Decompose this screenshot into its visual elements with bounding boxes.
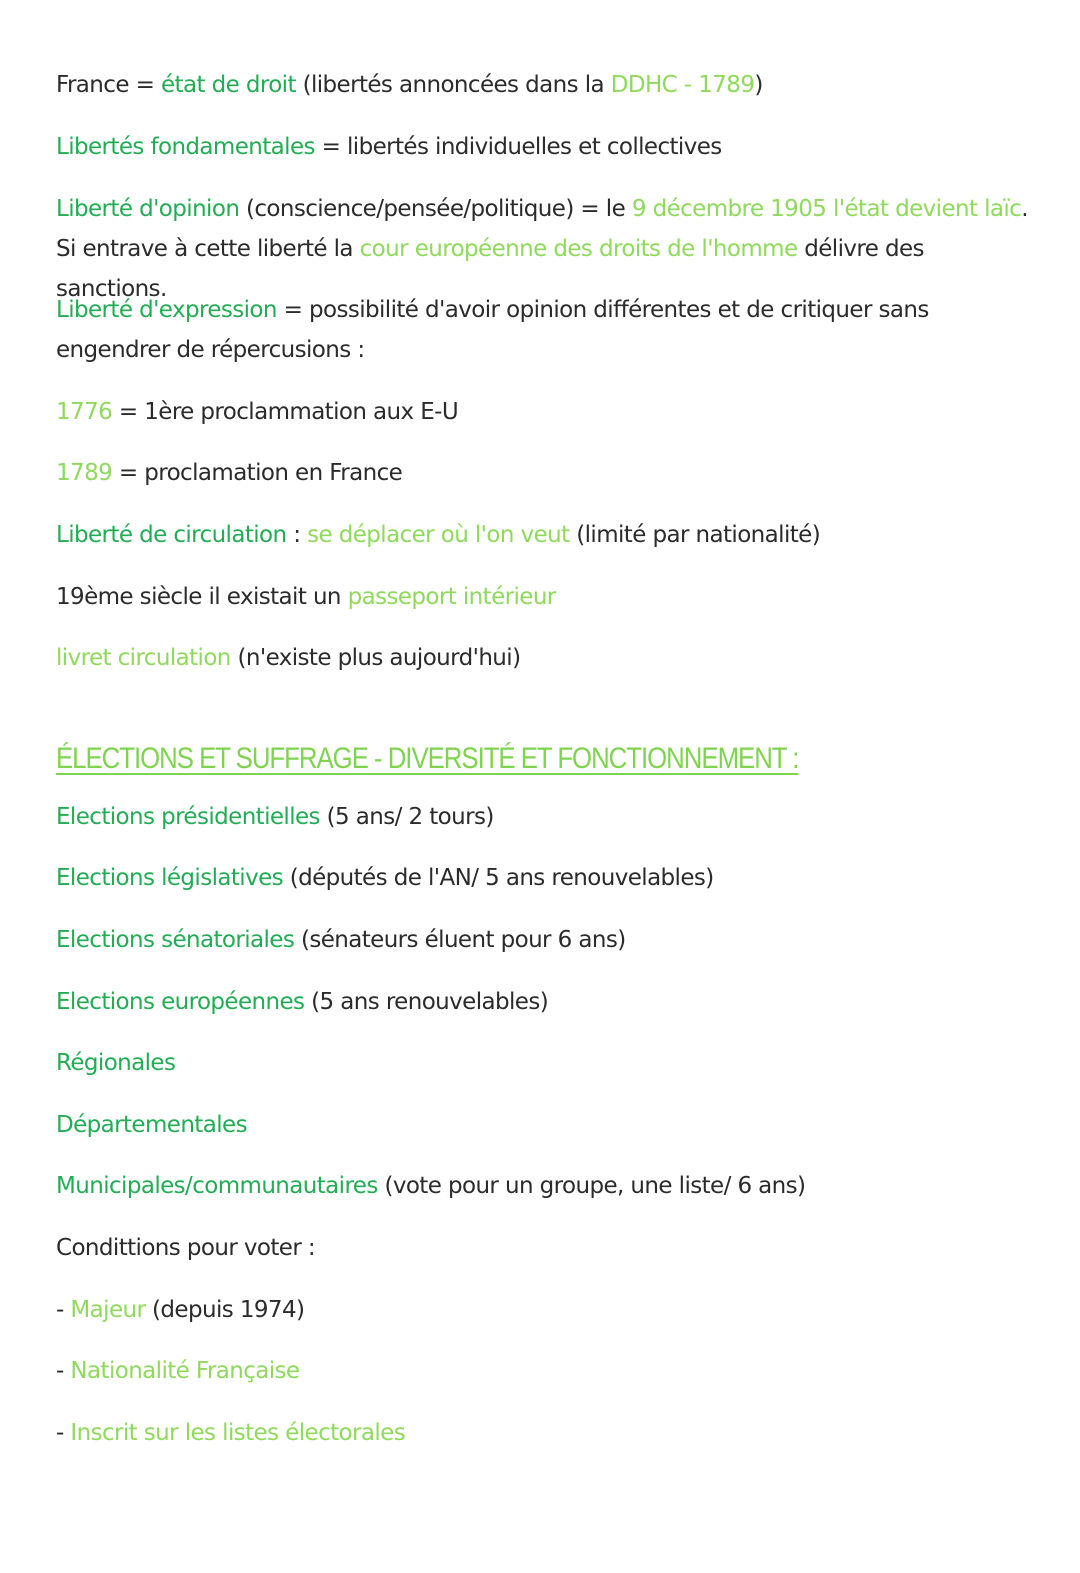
text-segment: (députés de l'AN/ 5 ans renouvelables) [283,865,714,891]
text-segment: = possibilité d'avoir opinion différentes et de critiquer sans engendrer de répercusions : [56,297,929,363]
section-heading: ÉLECTIONS ET SUFFRAGE - DIVERSITÉ ET FONCTIONNEMENT : [56,742,799,775]
list-dash: - [56,1420,71,1446]
highlight-dark: Elections européennes [56,989,305,1015]
text-segment: Condittions pour voter : [56,1235,316,1261]
list-dash: - [56,1358,71,1384]
text-segment: (libertés annoncées dans la [295,72,611,98]
highlight-light: livret circulation [56,645,231,671]
highlight-dark: Libertés fondamentales [56,134,315,160]
highlight-light: passeport intérieur [347,584,556,610]
highlight-light: 1789 [56,460,113,486]
highlight-dark: Liberté d'opinion [56,196,240,222]
highlight-dark: Régionales [56,1050,176,1076]
text-segment: (vote pour un groupe, une liste/ 6 ans) [377,1173,806,1199]
text-segment: . Si entrave à cette liberté la [56,196,1028,262]
election-senatoriales [56,920,1036,960]
text-segment: = libertés individuelles et collectives [314,134,722,160]
text-segment: ) [754,72,763,98]
list-dash: - [56,1297,71,1323]
highlight-light: cour européenne des droits de l'homme [359,236,798,262]
condition-inscrit [56,1413,1036,1453]
note-line-1776 [56,392,1036,432]
text-segment: : [286,522,308,548]
note-line-etat-de-droit [56,65,1036,105]
text-segment: 19ème siècle il existait un [56,584,348,610]
election-regionales [56,1043,1036,1083]
highlight-dark: Liberté d'expression [56,297,277,323]
text-segment: (limité par nationalité) [569,522,821,548]
election-europeennes [56,982,1036,1022]
text-segment: (5 ans/ 2 tours) [319,804,494,830]
text-segment: = 1ère proclammation aux E-U [112,399,459,425]
note-line-libertes-fondamentales [56,127,1036,167]
text-segment: (depuis 1974) [145,1297,305,1323]
highlight-dark: Elections présidentielles [56,804,320,830]
election-municipales [56,1166,1036,1206]
condition-majeur [56,1290,1036,1330]
highlight-dark: Municipales/communautaires [56,1173,378,1199]
note-line-liberte-expression [56,290,1036,370]
election-presidentielles [56,797,1036,837]
highlight-light: se déplacer où l'on veut [307,522,570,548]
text-segment: (sénateurs éluent pour 6 ans) [294,927,626,953]
text-segment: (5 ans renouvelables) [304,989,549,1015]
highlight-light: 1776 [56,399,113,425]
highlight-dark: Elections législatives [56,865,284,891]
text-segment: (n'existe plus aujourd'hui) [230,645,521,671]
election-legislatives [56,858,1036,898]
highlight-light: Majeur [70,1297,146,1323]
highlight-dark: état de droit [160,72,296,98]
note-line-livret [56,638,1036,678]
text-segment: (conscience/pensée/politique) = le [239,196,632,222]
note-line-passeport [56,577,1036,617]
note-line-liberte-circulation [56,515,1036,555]
highlight-light: Inscrit sur les listes électorales [70,1420,406,1446]
conditions-label [56,1228,1036,1268]
highlight-light: Nationalité Française [70,1358,300,1384]
highlight-dark: Liberté de circulation [56,522,287,548]
election-departementales [56,1105,1036,1145]
text-segment: France = [56,72,161,98]
condition-nationalite [56,1351,1036,1391]
highlight-light: DDHC - 1789 [610,72,755,98]
text-segment: = proclamation en France [112,460,403,486]
highlight-dark: Elections sénatoriales [56,927,295,953]
text-segment: délivre des sanctions. [56,236,924,302]
highlight-light: 9 décembre 1905 l'état devient laïc [631,196,1022,222]
highlight-dark: Départementales [56,1112,247,1138]
note-line-1789 [56,453,1036,493]
